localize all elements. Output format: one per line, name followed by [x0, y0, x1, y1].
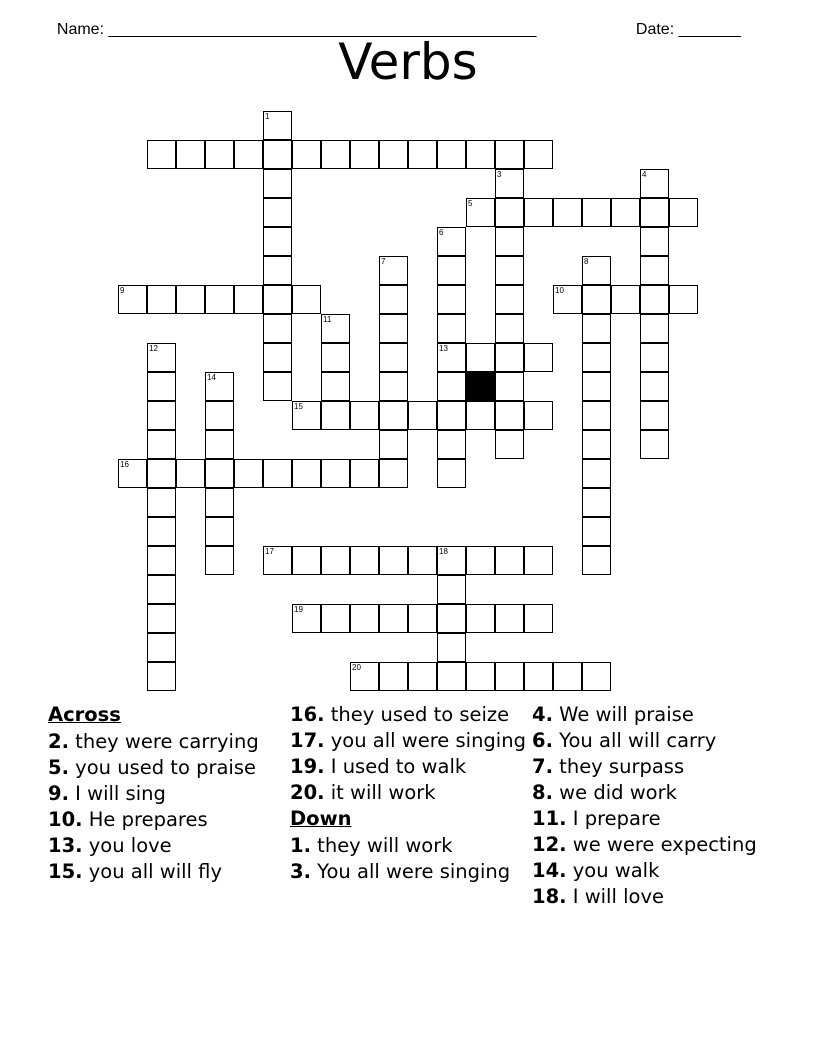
grid-cell[interactable]	[466, 546, 495, 575]
grid-cell[interactable]	[379, 604, 408, 633]
clue-number-label: 2.	[48, 730, 69, 753]
clue-text: You all were singing	[310, 860, 511, 883]
grid-cell[interactable]	[379, 372, 408, 401]
grid-cell[interactable]	[437, 575, 466, 604]
grid-cell[interactable]	[437, 662, 466, 691]
grid-cell[interactable]	[582, 517, 611, 546]
clue	[290, 834, 530, 857]
grid-cell[interactable]	[582, 372, 611, 401]
clue-text: you walk	[566, 859, 660, 882]
clue-number-label: 9.	[48, 782, 69, 805]
clue	[532, 703, 772, 726]
clue-number: 8	[584, 257, 589, 266]
grid-cell[interactable]	[292, 285, 321, 314]
clue-number: 13	[439, 344, 448, 353]
grid-cell[interactable]	[408, 662, 437, 691]
grid-cell[interactable]	[640, 227, 669, 256]
grid-cell[interactable]	[408, 604, 437, 633]
grid-cell[interactable]	[147, 604, 176, 633]
name-blank[interactable]: __________________________________________________	[108, 21, 537, 38]
grid-cell[interactable]	[640, 256, 669, 285]
grid-cell[interactable]	[466, 662, 495, 691]
clue-number-label: 10.	[48, 808, 83, 831]
clue	[48, 756, 288, 779]
grid-cell[interactable]	[495, 140, 524, 169]
grid-cell[interactable]	[147, 285, 176, 314]
across-heading: Across	[48, 703, 121, 726]
clue-number: 3	[497, 170, 502, 179]
grid-cell[interactable]	[437, 633, 466, 662]
clue-number-label: 6.	[532, 729, 553, 752]
clue	[532, 781, 772, 804]
clue-text: it will work	[324, 781, 436, 804]
date-label: Date:	[635, 21, 679, 38]
grid-cell[interactable]	[524, 604, 553, 633]
grid-cell[interactable]	[205, 488, 234, 517]
grid-cell[interactable]	[495, 546, 524, 575]
grid-cell[interactable]	[350, 401, 379, 430]
clue-number: 19	[294, 605, 303, 614]
clue-text: we did work	[552, 781, 677, 804]
grid-cell[interactable]	[437, 459, 466, 488]
clue-number-label: 12.	[532, 833, 567, 856]
grid-cell[interactable]	[437, 256, 466, 285]
clue-text: they were carrying	[68, 730, 259, 753]
clue	[290, 729, 530, 752]
grid-cell[interactable]	[582, 459, 611, 488]
grid-cell[interactable]	[640, 430, 669, 459]
grid-cell[interactable]	[379, 285, 408, 314]
grid-cell[interactable]	[495, 343, 524, 372]
grid-cell[interactable]	[524, 198, 553, 227]
grid-cell[interactable]	[379, 343, 408, 372]
grid-cell[interactable]	[321, 343, 350, 372]
clue-number: 10	[555, 286, 564, 295]
grid-cell[interactable]	[437, 285, 466, 314]
clue-number: 12	[149, 344, 158, 353]
clue	[290, 755, 530, 778]
clue	[290, 703, 530, 726]
grid-cell[interactable]	[321, 140, 350, 169]
clues-column-1	[48, 703, 288, 886]
grid-cell[interactable]	[582, 314, 611, 343]
black-square	[466, 372, 495, 401]
clue	[532, 729, 772, 752]
grid-cell[interactable]	[321, 546, 350, 575]
grid-cell[interactable]	[263, 140, 292, 169]
clue-text: we were expecting	[566, 833, 757, 856]
clue-number: 6	[439, 228, 444, 237]
grid-cell[interactable]	[669, 198, 698, 227]
grid-cell[interactable]	[292, 546, 321, 575]
grid-cell[interactable]	[147, 140, 176, 169]
clue-number-label: 8.	[532, 781, 553, 804]
grid-cell[interactable]	[466, 343, 495, 372]
clue	[48, 860, 288, 883]
grid-cell[interactable]	[147, 372, 176, 401]
grid-cell[interactable]	[524, 546, 553, 575]
clue-number: 9	[120, 286, 125, 295]
clue-text: they used to seize	[324, 703, 510, 726]
down-heading: Down	[290, 807, 352, 830]
grid-cell[interactable]	[147, 633, 176, 662]
grid-cell[interactable]	[495, 314, 524, 343]
grid-cell[interactable]	[466, 140, 495, 169]
grid-cell[interactable]	[205, 401, 234, 430]
clue-number: 14	[207, 373, 216, 382]
grid-cell[interactable]	[350, 604, 379, 633]
grid-cell[interactable]	[611, 198, 640, 227]
grid-cell[interactable]	[495, 372, 524, 401]
clue	[532, 833, 772, 856]
clue	[48, 808, 288, 831]
grid-cell[interactable]	[205, 517, 234, 546]
grid-cell[interactable]	[234, 140, 263, 169]
grid-cell[interactable]	[466, 401, 495, 430]
clue	[48, 782, 288, 805]
clue	[290, 860, 530, 883]
grid-cell[interactable]	[495, 662, 524, 691]
grid-cell[interactable]	[379, 430, 408, 459]
clue-number: 18	[439, 547, 448, 556]
clue-number-label: 17.	[290, 729, 325, 752]
grid-cell[interactable]	[147, 575, 176, 604]
clue-number: 20	[352, 663, 361, 672]
grid-cell[interactable]	[437, 140, 466, 169]
grid-cell[interactable]	[350, 546, 379, 575]
grid-cell[interactable]	[582, 662, 611, 691]
grid-cell[interactable]	[263, 343, 292, 372]
clue-number-label: 16.	[290, 703, 325, 726]
clue	[532, 807, 772, 830]
grid-cell[interactable]	[582, 546, 611, 575]
grid-cell[interactable]	[263, 372, 292, 401]
grid-cell[interactable]	[379, 140, 408, 169]
grid-cell[interactable]	[292, 140, 321, 169]
clue-text: you all were singing	[324, 729, 526, 752]
grid-cell[interactable]	[321, 372, 350, 401]
grid-cell[interactable]	[495, 256, 524, 285]
clue-number: 11	[323, 315, 332, 324]
grid-cell[interactable]	[263, 169, 292, 198]
grid-cell[interactable]	[263, 285, 292, 314]
clue-text: He prepares	[82, 808, 208, 831]
grid-cell[interactable]	[234, 459, 263, 488]
grid-cell[interactable]	[321, 401, 350, 430]
grid-cell[interactable]	[176, 140, 205, 169]
clue-number-label: 1.	[290, 834, 311, 857]
name-label: Name:	[56, 21, 109, 38]
clue-text: they surpass	[552, 755, 685, 778]
grid-cell[interactable]	[408, 140, 437, 169]
grid-cell[interactable]	[205, 459, 234, 488]
grid-cell[interactable]	[582, 488, 611, 517]
clue-number: 7	[381, 257, 386, 266]
grid-cell[interactable]	[147, 401, 176, 430]
grid-cell[interactable]	[350, 459, 379, 488]
date-blank[interactable]: _______	[678, 21, 741, 38]
clue-number-label: 5.	[48, 756, 69, 779]
clue-text: you love	[82, 834, 172, 857]
grid-cell[interactable]	[176, 285, 205, 314]
grid-cell[interactable]	[495, 604, 524, 633]
grid-cell[interactable]	[495, 401, 524, 430]
grid-cell[interactable]	[437, 430, 466, 459]
grid-cell[interactable]	[147, 662, 176, 691]
clue-number-label: 15.	[48, 860, 83, 883]
grid-cell[interactable]	[147, 430, 176, 459]
clue-number: 4	[642, 170, 647, 179]
clue	[48, 834, 288, 857]
clue-number-label: 19.	[290, 755, 325, 778]
grid-cell[interactable]	[263, 314, 292, 343]
grid-cell[interactable]	[263, 256, 292, 285]
clue-text: You all will carry	[552, 729, 717, 752]
grid-cell[interactable]	[524, 140, 553, 169]
clue-text: I prepare	[566, 807, 661, 830]
clue-number-label: 13.	[48, 834, 83, 857]
grid-cell[interactable]	[379, 546, 408, 575]
grid-cell[interactable]	[379, 314, 408, 343]
grid-cell[interactable]	[495, 285, 524, 314]
clue	[290, 781, 530, 804]
grid-cell[interactable]	[437, 604, 466, 633]
grid-cell[interactable]	[263, 198, 292, 227]
clue-text: I will sing	[68, 782, 166, 805]
grid-cell[interactable]	[582, 430, 611, 459]
clue-number: 5	[468, 199, 473, 208]
grid-cell[interactable]	[582, 343, 611, 372]
grid-cell[interactable]	[640, 401, 669, 430]
grid-cell[interactable]	[379, 459, 408, 488]
page-title: Verbs	[338, 33, 478, 91]
clue-number: 1	[265, 112, 270, 121]
grid-cell[interactable]	[379, 401, 408, 430]
grid-cell[interactable]	[640, 343, 669, 372]
grid-cell[interactable]	[611, 285, 640, 314]
clue-text: We will praise	[552, 703, 694, 726]
clue-number: 16	[120, 460, 129, 469]
grid-cell[interactable]	[524, 662, 553, 691]
clue-text: I will love	[566, 885, 664, 908]
clue-text: you all will fly	[82, 860, 222, 883]
grid-cell[interactable]	[292, 459, 321, 488]
clue-number-label: 20.	[290, 781, 325, 804]
clue-text: you used to praise	[68, 756, 256, 779]
grid-cell[interactable]	[669, 285, 698, 314]
clues-column-2	[290, 703, 530, 886]
grid-cell[interactable]	[379, 662, 408, 691]
grid-cell[interactable]	[408, 546, 437, 575]
grid-cell[interactable]	[437, 372, 466, 401]
clue-number-label: 14.	[532, 859, 567, 882]
grid-cell[interactable]	[437, 401, 466, 430]
clue	[532, 885, 772, 908]
clue	[532, 859, 772, 882]
grid-cell[interactable]	[640, 372, 669, 401]
grid-cell[interactable]	[495, 227, 524, 256]
clue-number-label: 18.	[532, 885, 567, 908]
grid-cell[interactable]	[495, 430, 524, 459]
grid-cell[interactable]	[640, 285, 669, 314]
grid-cell[interactable]	[582, 285, 611, 314]
grid-cell[interactable]	[524, 401, 553, 430]
grid-cell[interactable]	[640, 198, 669, 227]
clue	[48, 730, 288, 753]
grid-cell[interactable]	[466, 604, 495, 633]
grid-cell[interactable]	[640, 314, 669, 343]
grid-cell[interactable]	[263, 459, 292, 488]
grid-cell[interactable]	[205, 285, 234, 314]
grid-cell[interactable]	[234, 285, 263, 314]
clues-column-3	[532, 703, 772, 911]
clue-text: they will work	[310, 834, 453, 857]
clue-number-label: 3.	[290, 860, 311, 883]
grid-cell[interactable]	[263, 227, 292, 256]
grid-cell[interactable]	[408, 401, 437, 430]
grid-cell[interactable]	[582, 401, 611, 430]
grid-cell[interactable]	[205, 546, 234, 575]
grid-cell[interactable]	[147, 546, 176, 575]
clue-number: 15	[294, 402, 303, 411]
grid-cell[interactable]	[321, 459, 350, 488]
clue-number-label: 4.	[532, 703, 553, 726]
grid-cell[interactable]	[553, 198, 582, 227]
grid-cell[interactable]	[147, 488, 176, 517]
clue-number-label: 11.	[532, 807, 567, 830]
grid-cell[interactable]	[524, 343, 553, 372]
clue-number: 17	[265, 547, 274, 556]
clue	[532, 755, 772, 778]
grid-cell[interactable]	[205, 140, 234, 169]
grid-cell[interactable]	[437, 314, 466, 343]
grid-cell[interactable]	[495, 198, 524, 227]
grid-cell[interactable]	[147, 459, 176, 488]
grid-cell[interactable]	[582, 198, 611, 227]
grid-cell[interactable]	[205, 430, 234, 459]
grid-cell[interactable]	[147, 517, 176, 546]
clue-number-label: 7.	[532, 755, 553, 778]
grid-cell[interactable]	[176, 459, 205, 488]
grid-cell[interactable]	[321, 604, 350, 633]
grid-cell[interactable]	[350, 140, 379, 169]
clue-text: I used to walk	[324, 755, 467, 778]
grid-cell[interactable]	[553, 662, 582, 691]
